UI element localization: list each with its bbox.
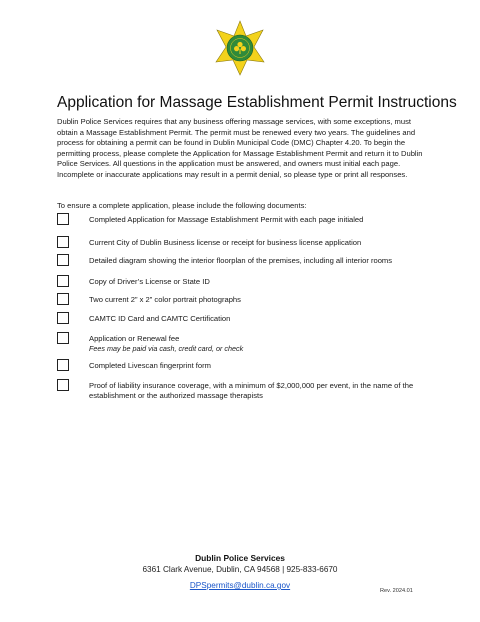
checkbox[interactable] [57, 332, 69, 344]
footer-email-link[interactable]: DPSpermits@dublin.ca.gov [189, 581, 291, 590]
checklist-item-label: Proof of liability insurance coverage, with a minimum of $2,000,000 per event, in the name of the establishment or the authorized massage therapists [89, 381, 414, 400]
revision-label: Rev. 2024.01 [380, 588, 413, 594]
checkbox[interactable] [57, 293, 69, 305]
checklist-lead-text: To ensure a complete application, please include the following documents: [57, 201, 307, 210]
checklist-item-label: Application or Renewal fee [89, 334, 180, 343]
checkbox[interactable] [57, 379, 69, 391]
checkbox[interactable] [57, 275, 69, 287]
checklist-item-label: Completed Application for Massage Establishment Permit with each page initialed [89, 215, 364, 224]
checkbox[interactable] [57, 359, 69, 371]
checkbox[interactable] [57, 254, 69, 266]
checklist-item-label: Current City of Dublin Business license or receipt for business license application [89, 238, 362, 247]
checklist-item-label: Detailed diagram showing the interior floorplan of the premises, including all interior rooms [89, 256, 393, 265]
checklist-item-note: Fees may be paid via cash, credit card, or check [89, 344, 244, 353]
page-title: Application for Massage Establishment Permit Instructions [57, 94, 457, 111]
footer-organization: Dublin Police Services [195, 553, 285, 563]
checkbox[interactable] [57, 312, 69, 324]
intro-paragraph: Dublin Police Services requires that any business offering massage services, with some exceptions, must obtain a Massage Establishment Permit. The permit must be renewed every two years. The guidelines and process for obtaining a permit can be found in Dublin Municipal Code (DMC) Chapter 4.20. To begin the permitting process, please complete the Application for Massage Establishment Permit and return it to Dublin Police Services. All questions in the application must be answered, and owners must initial each page. Incomplete or inaccurate applications may result in a permit denial, so please type or print all responses. [57, 117, 423, 179]
page-footer [0, 553, 480, 593]
checkbox[interactable] [57, 213, 69, 225]
checklist-item-label: Copy of Driver’s License or State ID [89, 277, 210, 286]
checklist-item-label: CAMTC ID Card and CAMTC Certification [89, 314, 231, 323]
checklist-item-label: Completed Livescan fingerprint form [89, 361, 211, 370]
checkbox[interactable] [57, 236, 69, 248]
footer-address: 6361 Clark Avenue, Dublin, CA 94568 | 925-833-6670 [142, 565, 338, 574]
checklist-item-label: Two current 2” x 2” color portrait photographs [89, 295, 241, 304]
police-badge-icon [214, 20, 266, 76]
